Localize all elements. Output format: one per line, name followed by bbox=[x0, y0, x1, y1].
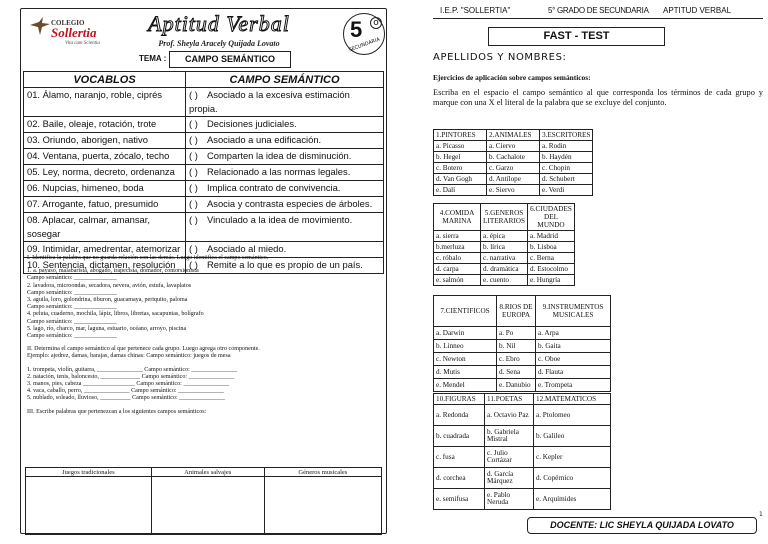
part2-item[interactable]: 2. natación, tenis, baloncesto, _____________ Campo semántico: _______________ bbox=[27, 373, 235, 380]
group-row bbox=[434, 152, 593, 163]
group-option[interactable]: a. Po bbox=[497, 327, 536, 340]
docente-box: DOCENTE: LIC SHEYLA QUIJADA LOVATO bbox=[527, 517, 757, 534]
group-row bbox=[434, 253, 575, 264]
group-option[interactable]: a. Redonda bbox=[434, 405, 485, 426]
group-option[interactable]: c. róbalo bbox=[434, 253, 481, 264]
group-option[interactable]: d. Estocolmo bbox=[528, 264, 575, 275]
names-label: APELLIDOS Y NOMBRES: bbox=[433, 52, 567, 63]
fields-header-juegos: Juegos tradicionales bbox=[26, 468, 152, 477]
group-option[interactable]: b. Gabriela Mistral bbox=[485, 426, 534, 447]
vocab-word: 02. Baile, oleaje, rotación, trote bbox=[24, 117, 186, 133]
group-option[interactable]: e. semifusa bbox=[434, 489, 485, 510]
part1-item: 4. peluta, cuaderno, mochila, lápiz, libros, libretas, sacapuntas, bolígrafo bbox=[27, 311, 204, 318]
vocab-field-text: Asociado a la excesiva estimación propia. bbox=[189, 89, 350, 114]
group-option[interactable]: d. corchea bbox=[434, 468, 485, 489]
group-row bbox=[434, 231, 575, 242]
vocab-word: 08. Aplacar, calmar, amansar, sosegar bbox=[24, 213, 186, 242]
group-option[interactable]: b. cuadrada bbox=[434, 426, 485, 447]
group-option[interactable]: b. Haydén bbox=[540, 152, 593, 163]
group-row bbox=[434, 163, 593, 174]
vocab-field bbox=[186, 165, 384, 181]
vocab-row bbox=[24, 88, 384, 117]
group-option[interactable]: c. Berna bbox=[528, 253, 575, 264]
group-option[interactable]: d. Copérnico bbox=[534, 468, 611, 489]
exercises-section bbox=[27, 255, 382, 416]
group-option[interactable]: a. Madrid bbox=[528, 231, 575, 242]
vocab-field-text: Vinculado a la idea de movimiento. bbox=[207, 214, 353, 225]
vocab-field-text: Remite a lo que es propio de un país. bbox=[207, 259, 363, 270]
group-option[interactable]: e. Verdi bbox=[540, 185, 593, 196]
group-option[interactable]: a. Arpa bbox=[536, 327, 611, 340]
group-option[interactable]: d. Van Gogh bbox=[434, 174, 487, 185]
group-header: 7.CIENTIFICOS bbox=[434, 296, 497, 327]
vocab-header-campo: CAMPO SEMÁNTICO bbox=[186, 72, 384, 88]
campo-semantico-line[interactable]: Campo semántico: ______________ bbox=[27, 333, 117, 340]
group-row bbox=[434, 353, 611, 366]
part1-item: 2. lavadora, microondas, secadora, nevera, avión, estufa, lavaplatos bbox=[27, 282, 192, 289]
group-option[interactable]: c. Oboe bbox=[536, 353, 611, 366]
group-row bbox=[434, 340, 611, 353]
part2-example: Ejemplo: ajedrez, damas, barajas, damas chinas: Campo semántico: juegos de mesa bbox=[27, 353, 231, 360]
vocab-field-text: Asociado a una edificación. bbox=[207, 134, 322, 145]
group-option[interactable]: a. sierra bbox=[434, 231, 481, 242]
vocab-row bbox=[24, 165, 384, 181]
answer-parentheses[interactable]: ( ) bbox=[189, 134, 198, 145]
tema-label: TEMA : bbox=[139, 54, 167, 63]
group-row bbox=[434, 489, 611, 510]
part1-list bbox=[27, 268, 382, 340]
header-subject: APTITUD VERBAL bbox=[663, 6, 732, 15]
group-option[interactable]: b. Linneo bbox=[434, 340, 497, 353]
exercise-instructions: Escriba en el espacio el campo semántico al que corresponda los términos de cada grupo y marque con una X el literal de la palabra que se excluye del conjunto. bbox=[433, 88, 763, 107]
campo-semantico-line[interactable]: Campo semántico: ______________ bbox=[27, 318, 117, 325]
group-row bbox=[434, 426, 611, 447]
group-header: 3.ESCRITORES bbox=[540, 130, 593, 141]
group-header-row bbox=[434, 204, 575, 231]
group-row bbox=[434, 264, 575, 275]
group-table-3 bbox=[433, 295, 611, 392]
part2-title: II. Determina el campo semántico al que pertenece cada grupo. Luego agrega otro componente. bbox=[27, 346, 260, 353]
group-row bbox=[434, 366, 611, 379]
part2-list bbox=[27, 367, 382, 403]
group-table-2 bbox=[433, 203, 575, 286]
vocab-table bbox=[23, 71, 384, 274]
fields-header-generos: Géneros musicales bbox=[264, 468, 381, 477]
group-header: 1.PINTORES bbox=[434, 130, 487, 141]
campo-semantico-line[interactable]: Campo semántico: ______________ bbox=[27, 275, 117, 282]
group-option[interactable]: c. Julio Cortázar bbox=[485, 447, 534, 468]
group-option[interactable]: b.merluza bbox=[434, 242, 481, 253]
vocab-row bbox=[24, 149, 384, 165]
group-header: 10.FIGURAS bbox=[434, 394, 485, 405]
part2-item[interactable]: 5. nublado, soleado, lluvioso, __________ Campo semántico: _______________ bbox=[27, 395, 225, 402]
answer-parentheses[interactable]: ( ) bbox=[189, 214, 198, 225]
vocab-word: 05. Ley, norma, decreto, ordenanza bbox=[24, 165, 186, 181]
part1-item: 1. a. payaso, malabarista, abogado, trapecista, domador, contorsionista bbox=[27, 268, 199, 275]
group-option[interactable]: e. Mendel bbox=[434, 379, 497, 392]
vocab-field-text: Implica contrato de convivencia. bbox=[207, 182, 341, 193]
group-option[interactable]: c. fusa bbox=[434, 447, 485, 468]
group-option[interactable]: e. Siervo bbox=[487, 185, 540, 196]
part1-item: 5. lago, río, charco, mar, laguna, estuario, océano, arroyo, piscina bbox=[27, 325, 187, 332]
answer-parentheses[interactable]: ( ) bbox=[189, 259, 198, 270]
group-header: 4.COMIDA MARINA bbox=[434, 204, 481, 231]
teacher-name: Prof. Sheyla Aracely Quijada Lovato bbox=[158, 39, 280, 48]
answer-parentheses[interactable]: ( ) bbox=[189, 118, 198, 129]
group-header-row bbox=[434, 394, 611, 405]
group-option[interactable]: e. Danubio bbox=[497, 379, 536, 392]
eagle-logo-icon bbox=[29, 15, 51, 37]
fields-answer-cell[interactable] bbox=[151, 477, 264, 535]
group-option[interactable]: b. lírica bbox=[481, 242, 528, 253]
group-option[interactable]: c. Newton bbox=[434, 353, 497, 366]
group-option[interactable]: e. Dalí bbox=[434, 185, 487, 196]
logo-colegio-text: COLEGIO bbox=[51, 19, 85, 27]
answer-parentheses[interactable]: ( ) bbox=[189, 150, 198, 161]
vocab-field-text: Asocia y contrasta especies de árboles. bbox=[207, 198, 373, 209]
fields-answer-cell[interactable] bbox=[26, 477, 152, 535]
group-option[interactable]: e. salmón bbox=[434, 275, 481, 286]
group-option[interactable]: c. Garzo bbox=[487, 163, 540, 174]
answer-parentheses[interactable]: ( ) bbox=[189, 243, 198, 254]
vocab-field-text: Decisiones judiciales. bbox=[207, 118, 297, 129]
part2-item[interactable]: 4. vaca, caballo, perro, _______________ Campo semántico: _______________ bbox=[27, 388, 224, 395]
group-row bbox=[434, 141, 593, 152]
header-grade: 5° GRADO DE SECUNDARIA bbox=[548, 6, 649, 15]
group-header-row bbox=[434, 130, 593, 141]
vocab-field-text: Asociado al miedo. bbox=[207, 243, 287, 254]
group-option[interactable]: d. Sena bbox=[497, 366, 536, 379]
vocab-field bbox=[186, 117, 384, 133]
group-row bbox=[434, 468, 611, 489]
group-option[interactable]: a. Ciervo bbox=[487, 141, 540, 152]
page-number: 1 bbox=[759, 511, 763, 518]
logo-school-name: Sollertia bbox=[51, 25, 97, 40]
group-row bbox=[434, 242, 575, 253]
group-option[interactable]: a. Picasso bbox=[434, 141, 487, 152]
group-header-row bbox=[434, 296, 611, 327]
grade-badge bbox=[343, 13, 385, 55]
vocab-word: 07. Arrogante, fatuo, presumido bbox=[24, 197, 186, 213]
group-option[interactable]: d. Schubert bbox=[540, 174, 593, 185]
group-header: 9.INSTRUMENTOS MUSICALES bbox=[536, 296, 611, 327]
group-option[interactable]: c. Botero bbox=[434, 163, 487, 174]
campo-semantico-line[interactable]: Campo semántico: ______________ bbox=[27, 304, 117, 311]
group-option[interactable]: d. Antílope bbox=[487, 174, 540, 185]
vocab-header-vocablos: VOCABLOS bbox=[24, 72, 186, 88]
answer-parentheses[interactable]: ( ) bbox=[189, 182, 198, 193]
fields-header-animales: Animales salvajes bbox=[151, 468, 264, 477]
grade-number: 5 bbox=[350, 17, 363, 42]
vocab-field-text: Comparten la idea de disminución. bbox=[207, 150, 352, 161]
fields-answer-cell[interactable] bbox=[264, 477, 381, 535]
vocab-word: 09. Intimidar, amedrentar, atemorizar bbox=[24, 242, 186, 258]
vocab-field bbox=[186, 88, 384, 117]
school-logo bbox=[29, 13, 119, 53]
group-row bbox=[434, 405, 611, 426]
answer-parentheses[interactable]: ( ) bbox=[189, 198, 198, 209]
vocab-row bbox=[24, 181, 384, 197]
header-divider bbox=[433, 18, 763, 19]
group-header: 12.MATEMATICOS bbox=[534, 394, 611, 405]
vocab-table-body bbox=[24, 88, 384, 274]
part3-title: III. Escribe palabras que pertenezcan a los siguientes campos semánticos: bbox=[27, 408, 207, 415]
group-row bbox=[434, 185, 593, 196]
left-worksheet-page bbox=[20, 8, 387, 534]
group-header: 6.CIUDADES DEL MUNDO bbox=[528, 204, 575, 231]
vocab-row bbox=[24, 117, 384, 133]
semantic-fields-table bbox=[25, 467, 382, 535]
group-option[interactable]: d. dramática bbox=[481, 264, 528, 275]
group-option[interactable]: b. Galileo bbox=[534, 426, 611, 447]
vocab-field bbox=[186, 133, 384, 149]
vocab-row bbox=[24, 197, 384, 213]
tema-box: CAMPO SEMÁNTICO bbox=[169, 51, 291, 68]
group-option[interactable]: b. Nil bbox=[497, 340, 536, 353]
group-option[interactable]: d. Mutis bbox=[434, 366, 497, 379]
group-row bbox=[434, 379, 611, 392]
group-option[interactable]: d. García Márquez bbox=[485, 468, 534, 489]
part1-title: I. Identifica la palabra que no guarda relación con las demás. Luego identifica el campo semántico. bbox=[27, 255, 269, 261]
group-option[interactable]: a. Octavio Paz bbox=[485, 405, 534, 426]
group-option[interactable]: e. cuento bbox=[481, 275, 528, 286]
group-option[interactable]: c. Ebro bbox=[497, 353, 536, 366]
group-option[interactable]: c. narrativa bbox=[481, 253, 528, 264]
vocab-field-text: Relacionado a las normas legales. bbox=[207, 166, 351, 177]
vocab-word: 03. Oriundo, aborigen, nativo bbox=[24, 133, 186, 149]
part2-item[interactable]: 1. trompeta, violín, guitarra, _______________ Campo semántico: _______________ bbox=[27, 366, 238, 373]
group-option[interactable]: e. Hungría bbox=[528, 275, 575, 286]
vocab-field bbox=[186, 197, 384, 213]
group-option[interactable]: e. Trompeta bbox=[536, 379, 611, 392]
logo-motto: Vita cum Scientia bbox=[65, 41, 100, 46]
group-option[interactable]: e. Pablo Neruda bbox=[485, 489, 534, 510]
group-option[interactable]: a. Ptolomeo bbox=[534, 405, 611, 426]
group-option[interactable]: e. Arquímides bbox=[534, 489, 611, 510]
group-header: 11.POETAS bbox=[485, 394, 534, 405]
answer-parentheses[interactable]: ( ) bbox=[189, 89, 198, 100]
group-option[interactable]: b. Hegel bbox=[434, 152, 487, 163]
group-header: 8.RIOS DE EUROPA bbox=[497, 296, 536, 327]
vocab-word: 10. Sentencia, dictamen, resolución bbox=[24, 258, 186, 274]
campo-semantico-line[interactable]: Campo semántico: ______________ bbox=[27, 289, 117, 296]
vocab-word: 04. Ventana, puerta, zócalo, techo bbox=[24, 149, 186, 165]
part1-item: 3. aguila, loro, golondrina, tiburon, guacamaya, periquito, paloma bbox=[27, 297, 188, 304]
group-option[interactable]: b. Cachalote bbox=[487, 152, 540, 163]
worksheet-title: Aptitud Verbal bbox=[148, 11, 290, 36]
vocab-field bbox=[186, 149, 384, 165]
vocab-row bbox=[24, 133, 384, 149]
group-option[interactable]: d. carpa bbox=[434, 264, 481, 275]
group-option[interactable]: a. Darwin bbox=[434, 327, 497, 340]
fast-test-title: FAST - TEST bbox=[488, 27, 665, 46]
group-option[interactable]: d. Flauta bbox=[536, 366, 611, 379]
group-header: 5.GENEROS LITERARIOS bbox=[481, 204, 528, 231]
group-option[interactable]: b. Lisboa bbox=[528, 242, 575, 253]
vocab-row bbox=[24, 213, 384, 242]
group-table-1 bbox=[433, 129, 593, 196]
vocab-field bbox=[186, 213, 384, 242]
group-row bbox=[434, 327, 611, 340]
group-row bbox=[434, 275, 575, 286]
group-option[interactable]: a. Rodin bbox=[540, 141, 593, 152]
vocab-field bbox=[186, 181, 384, 197]
vocab-word: 01. Álamo, naranjo, roble, ciprés bbox=[24, 88, 186, 117]
header-school: I.E.P. "SOLLERTIA" bbox=[440, 6, 511, 15]
group-table-4 bbox=[433, 393, 611, 510]
group-row bbox=[434, 174, 593, 185]
part2-item[interactable]: 3. manos, pies, cabeza _________________ Campo semántico: _______________ bbox=[27, 381, 230, 388]
group-row bbox=[434, 447, 611, 468]
group-option[interactable]: b. Gaita bbox=[536, 340, 611, 353]
group-header: 2.ANIMALES bbox=[487, 130, 540, 141]
group-option[interactable]: c. Kepler bbox=[534, 447, 611, 468]
exercise-title: Ejercicios de aplicación sobre campos semánticos: bbox=[433, 73, 591, 82]
grade-level-label: SECUNDARIA bbox=[347, 36, 381, 54]
grade-superscript: o bbox=[370, 17, 382, 29]
answer-parentheses[interactable]: ( ) bbox=[189, 166, 198, 177]
group-option[interactable]: a. épica bbox=[481, 231, 528, 242]
group-option[interactable]: c. Chopin bbox=[540, 163, 593, 174]
vocab-word: 06. Nupcias, himeneo, boda bbox=[24, 181, 186, 197]
